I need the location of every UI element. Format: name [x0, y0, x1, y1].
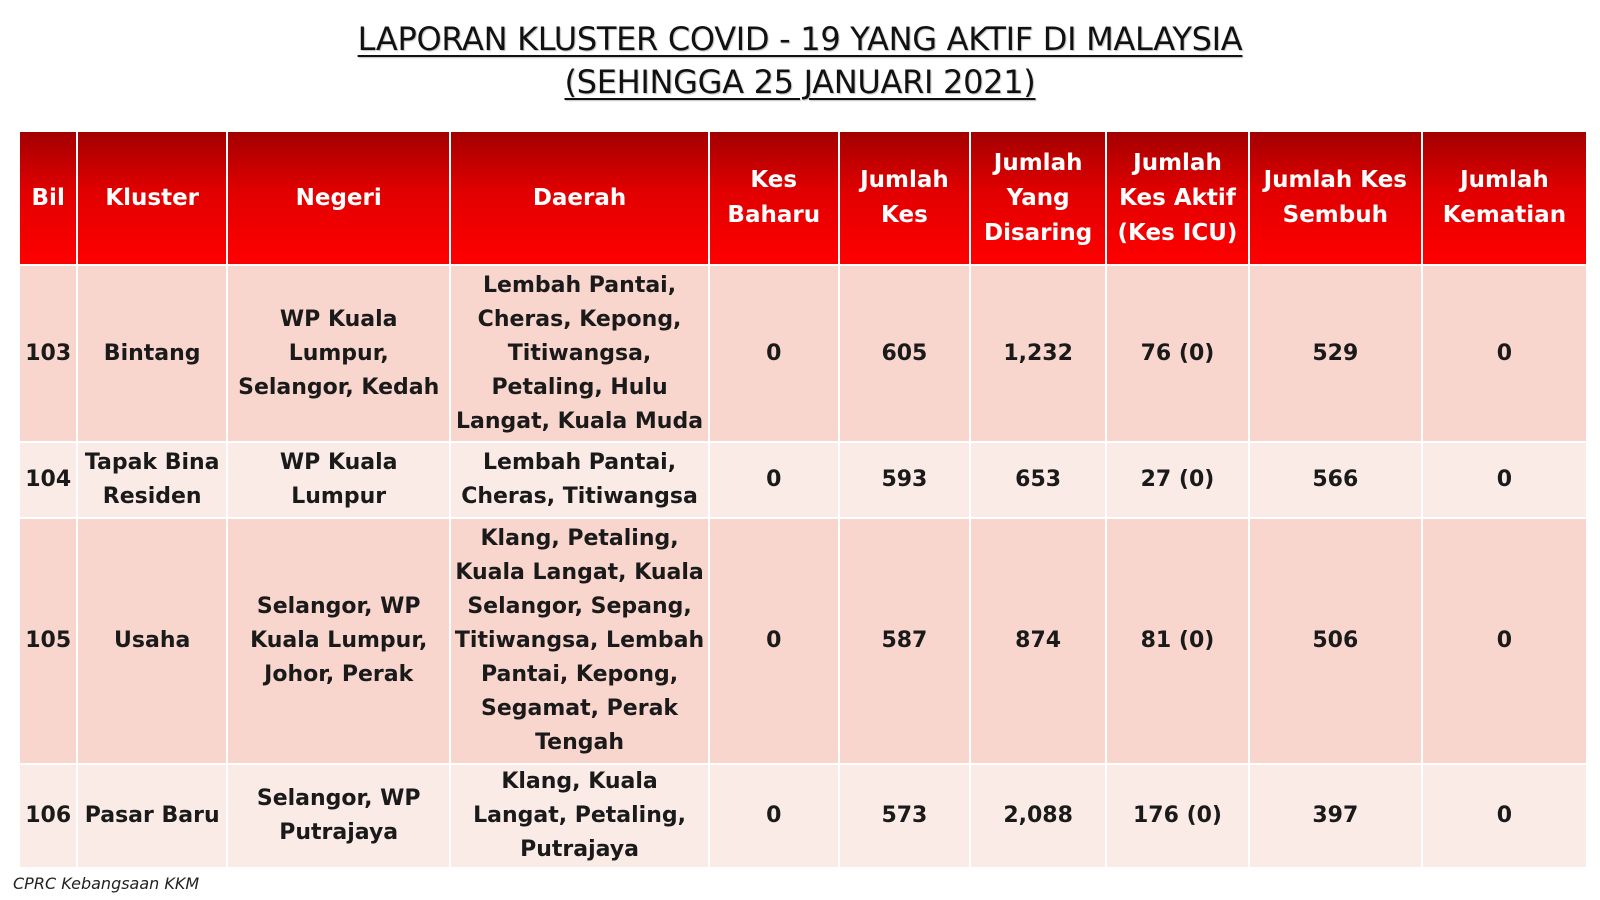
cell-negeri: WP Kuala Lumpur: [228, 443, 449, 517]
cell-kluster: Bintang: [78, 266, 226, 441]
cell-jumlah-kematian: 0: [1423, 266, 1586, 441]
cell-jumlah-aktif: 176 (0): [1107, 765, 1247, 867]
cell-jumlah-kes: 593: [840, 443, 969, 517]
cell-jumlah-sembuh: 506: [1250, 519, 1421, 763]
cell-jumlah-sembuh: 529: [1250, 266, 1421, 441]
table-row: [20, 765, 1586, 867]
cell-jumlah-aktif: 27 (0): [1107, 443, 1247, 517]
cell-jumlah-aktif: 81 (0): [1107, 519, 1247, 763]
cell-kes-baharu: 0: [710, 765, 838, 867]
cell-jumlah-sembuh: 397: [1250, 765, 1421, 867]
cell-negeri: Selangor, WP Kuala Lumpur, Johor, Perak: [228, 519, 449, 763]
cell-daerah: Klang, Petaling, Kuala Langat, Kuala Selangor, Sepang, Titiwangsa, Lembah Pantai, Kepong, Segamat, Perak Tengah: [451, 519, 707, 763]
cell-kluster: Usaha: [78, 519, 226, 763]
header-jumlah-sembuh: Jumlah Kes Sembuh: [1250, 132, 1421, 264]
page-title: [0, 18, 1600, 104]
cell-jumlah-aktif: 76 (0): [1107, 266, 1247, 441]
cell-jumlah-kematian: 0: [1423, 443, 1586, 517]
cell-jumlah-sembuh: 566: [1250, 443, 1421, 517]
cell-bil: 106: [20, 765, 76, 867]
table-row: [20, 266, 1586, 441]
cell-kes-baharu: 0: [710, 519, 838, 763]
cluster-table: [18, 130, 1588, 869]
cell-daerah: Lembah Pantai, Cheras, Titiwangsa: [451, 443, 707, 517]
table-row: [20, 519, 1586, 763]
title-line-2: (SEHINGGA 25 JANUARI 2021): [564, 63, 1036, 101]
cell-jumlah-disaring: 653: [971, 443, 1105, 517]
table-header-row: [20, 132, 1586, 264]
header-kluster: Kluster: [78, 132, 226, 264]
header-jumlah-disaring: Jumlah Yang Disaring: [971, 132, 1105, 264]
cell-negeri: WP Kuala Lumpur, Selangor, Kedah: [228, 266, 449, 441]
header-jumlah-aktif: Jumlah Kes Aktif (Kes ICU): [1107, 132, 1247, 264]
header-jumlah-kes: Jumlah Kes: [840, 132, 969, 264]
cell-bil: 103: [20, 266, 76, 441]
cell-daerah: Klang, Kuala Langat, Petaling, Putrajaya: [451, 765, 707, 867]
header-bil: Bil: [20, 132, 76, 264]
cell-jumlah-kes: 605: [840, 266, 969, 441]
cell-kluster: Pasar Baru: [78, 765, 226, 867]
source-footer: CPRC Kebangsaan KKM: [13, 874, 200, 893]
cell-kes-baharu: 0: [710, 443, 838, 517]
cell-jumlah-disaring: 874: [971, 519, 1105, 763]
header-kes-baharu: Kes Baharu: [710, 132, 838, 264]
header-daerah: Daerah: [451, 132, 707, 264]
cell-jumlah-disaring: 2,088: [971, 765, 1105, 867]
title-line-1: LAPORAN KLUSTER COVID - 19 YANG AKTIF DI MALAYSIA: [357, 20, 1243, 58]
cell-bil: 104: [20, 443, 76, 517]
cell-jumlah-kematian: 0: [1423, 519, 1586, 763]
header-jumlah-kematian: Jumlah Kematian: [1423, 132, 1586, 264]
cell-kluster: Tapak Bina Residen: [78, 443, 226, 517]
cell-bil: 105: [20, 519, 76, 763]
cell-daerah: Lembah Pantai, Cheras, Kepong, Titiwangsa, Petaling, Hulu Langat, Kuala Muda: [451, 266, 707, 441]
cell-jumlah-kes: 587: [840, 519, 969, 763]
cell-jumlah-disaring: 1,232: [971, 266, 1105, 441]
header-negeri: Negeri: [228, 132, 449, 264]
cell-kes-baharu: 0: [710, 266, 838, 441]
table-row: [20, 443, 1586, 517]
cell-negeri: Selangor, WP Putrajaya: [228, 765, 449, 867]
cell-jumlah-kematian: 0: [1423, 765, 1586, 867]
cell-jumlah-kes: 573: [840, 765, 969, 867]
